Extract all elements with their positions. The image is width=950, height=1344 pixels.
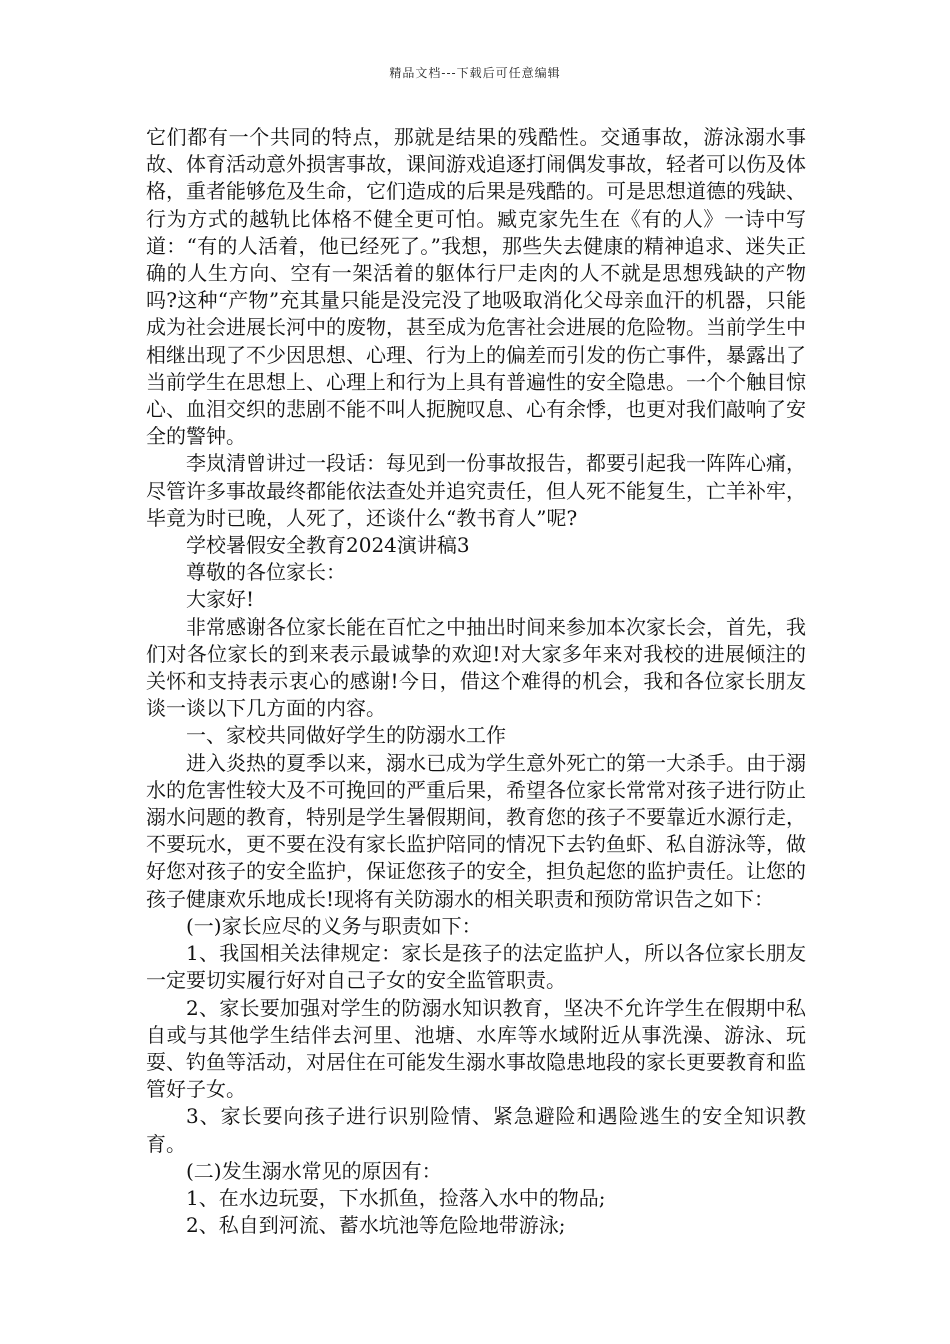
list-item: 2、私自到河流、蓄水坑池等危险地带游泳; — [186, 1213, 566, 1238]
paragraph: 它们都有一个共同的特点，那就是结果的残酷性。交通事故，游泳溺水事故、体育活动意外损害事故，课间游戏追逐打闹偶发事故，轻者可以伤及体格，重者能够危及生命，它们造成的后果是残酷的。可是思想道德的残缺、行为方式的越轨比体格不健全更可怕。臧克家先生在《有的人》一诗中写道：“有的人活着，他已经死了。”我想，那些失去健康的精神追求、迷失正确的人生方向、空有一架活着的躯体行尸走肉的人不就是思想残缺的产物吗?这种“产物”充其量只能是没完没了地吸取消化父母亲血汗的机器，只能成为社会进展长河中的废物，甚至成为危害社会进展的危险物。当前学生中相继出现了不少因思想、心理、行为上的偏差而引发的伤亡事件，暴露出了当前学生在思想上、心理上和行为上具有普遍性的安全隐患。一个个触目惊心、血泪交织的悲剧不能不叫人扼腕叹息、心有余悸，也更对我们敲响了安全的警钟。 — [146, 125, 806, 449]
subsection-heading: (二)发生溺水常见的原因有： — [186, 1158, 442, 1183]
list-item: 3、家长要向孩子进行识别险情、紧急避险和遇险逃生的安全知识教育。 — [146, 1104, 806, 1156]
section-heading: 一、家校共同做好学生的防溺水工作 — [186, 723, 506, 748]
list-item: 1、我国相关法律规定：家长是孩子的法定监护人，所以各位家长朋友一定要切实履行好对自己子女的安全监管职责。 — [146, 941, 806, 993]
paragraph: 非常感谢各位家长能在百忙之中抽出时间来参加本次家长会，首先，我们对各位家长的到来表示最诚挚的欢迎!对大家多年来对我校的进展倾注的关怀和支持表示衷心的感谢!今日，借这个难得的机会，我和各位家长朋友谈一谈以下几方面的内容。 — [146, 614, 806, 721]
subsection-heading: (一)家长应尽的义务与职责如下： — [186, 913, 482, 938]
paragraph: 李岚清曾讲过一段话：每见到一份事故报告，都要引起我一阵阵心痛，尽管许多事故最终都能依法查处并追究责任，但人死不能复生，亡羊补牢，毕竟为时已晚，人死了，还谈什么“教书育人”呢? — [146, 451, 806, 530]
document-body — [146, 124, 806, 1239]
list-item: 2、家长要加强对学生的防溺水知识教育，坚决不允许学生在假期中私自或与其他学生结伴去河里、池塘、水库等水域附近从事洗澡、游泳、玩耍、钓鱼等活动，对居住在可能发生溺水事故隐患地段的家长更要教育和监管好子女。 — [146, 995, 806, 1102]
salutation: 尊敬的各位家长： — [186, 560, 346, 585]
section-title: 学校暑假安全教育2024演讲稿3 — [186, 533, 470, 558]
greeting: 大家好! — [186, 587, 255, 612]
page-header: 精品文档---下载后可任意编辑 — [389, 66, 561, 80]
paragraph: 进入炎热的夏季以来，溺水已成为学生意外死亡的第一大杀手。由于溺水的危害性较大及不可挽回的严重后果，希望各位家长常常对孩子进行防止溺水问题的教育，特别是学生暑假期间，教育您的孩子不要靠近水源行走，不要玩水，更不要在没有家长监护陪同的情况下去钓鱼虾、私自游泳等，做好您对孩子的安全监护，保证您孩子的安全，担负起您的监护责任。让您的孩子健康欢乐地成长!现将有关防溺水的相关职责和预防常识告之如下： — [146, 750, 806, 911]
list-item: 1、在水边玩耍，下水抓鱼，捡落入水中的物品; — [186, 1185, 606, 1210]
